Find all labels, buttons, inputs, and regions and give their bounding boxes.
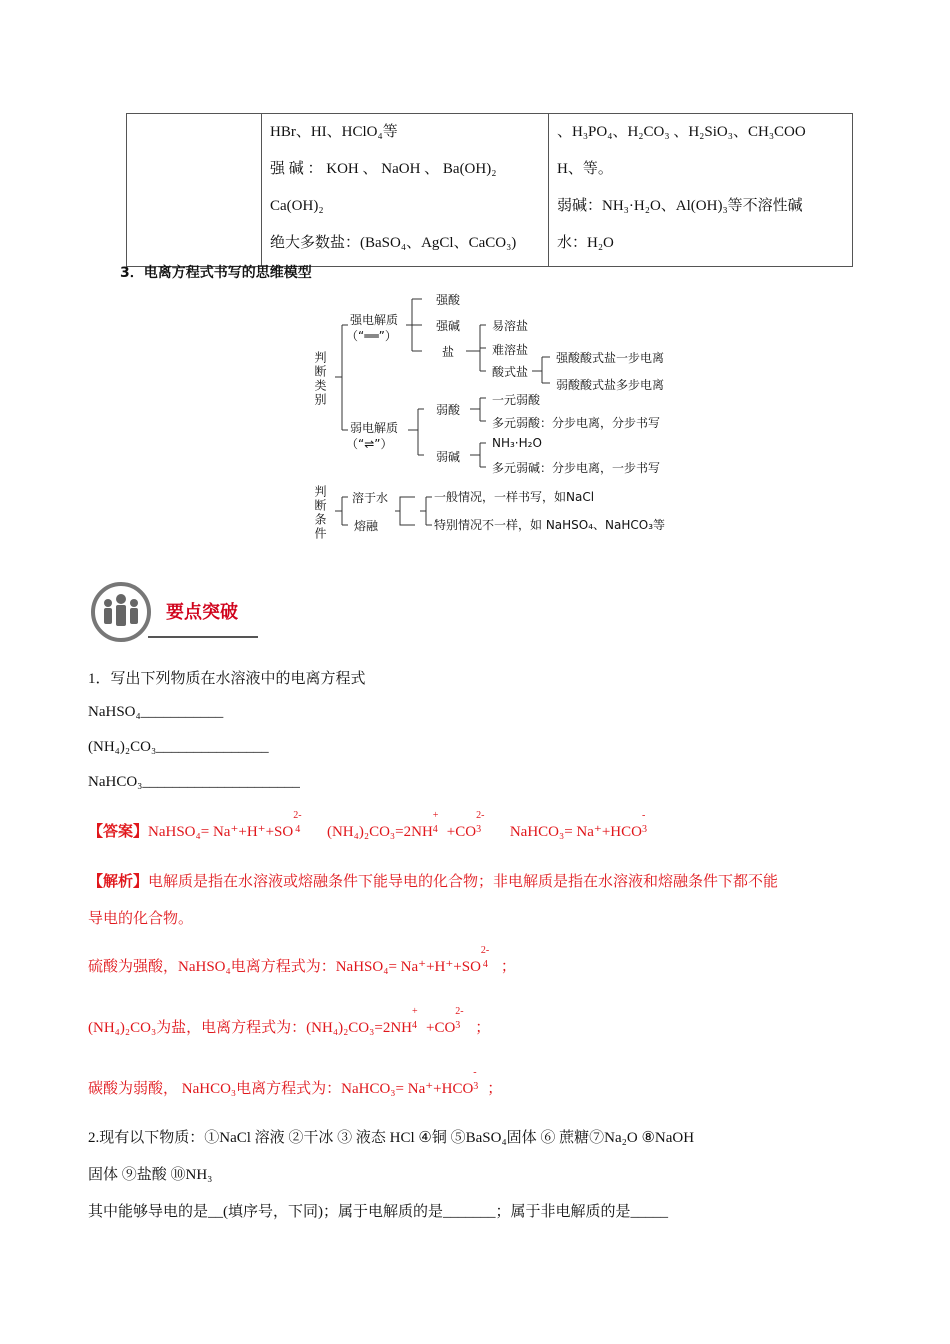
label-weak-acid-salt: 弱酸酸式盐多步电离 [556, 378, 665, 392]
analysis-text: +CO [426, 1020, 456, 1036]
label-judge-category: 判断类别 [313, 351, 327, 407]
answer-eq3: NaHCO₃= Na⁺+HCO [509, 824, 642, 840]
q2-line-3: 其中能够导电的是__(填序号，下同)；属于电解质的是_______；属于非电解质的是_____ [88, 1204, 668, 1220]
analysis-text: 碳酸为弱酸， NaHCO₃电离方程式为：NaHCO₃= Na⁺+HCO [88, 1081, 474, 1097]
q2-line-1: 2.现有以下物质：①NaCl 溶液 ②干冰 ③ 液态 HCl ④铜 ⑤BaSO₄固体 ⑥ 蔗糖⑦Na₂O ⑧NaOH [88, 1130, 695, 1146]
q1-line-nahco3: NaHCO₃_____________________ [88, 774, 300, 790]
label-strong-acid: 强酸 [436, 293, 461, 307]
label-strong-base: 强碱 [436, 319, 461, 333]
table-line: 、H₃PO₄、H₂CO₃ 、H₂SiO₃、CH₃COO [557, 124, 806, 140]
section-heading: 3．电离方程式书写的思维模型 [120, 265, 312, 281]
analysis-line-4 [88, 1006, 491, 1037]
label-strong-acid-salt: 强酸酸式盐一步电离 [556, 351, 665, 365]
answer-eq2b: +CO [446, 824, 477, 840]
analysis-tag: 【解析】 [88, 874, 149, 890]
q1-prompt: 1．写出下列物质在水溶液中的电离方程式 [88, 671, 366, 687]
table-cell-weak [549, 114, 853, 267]
table-cell-strong [262, 114, 549, 267]
label-general-case: 一般情况，一样书写，如NaCl [434, 490, 595, 504]
label-special-case: 特别情况不一样，如 NaHSO₄、NaHCO₃等 [434, 518, 666, 532]
label-melt: 熔融 [354, 519, 379, 533]
ion-charge: - 3 [641, 810, 647, 835]
analysis-line-1 [88, 870, 778, 891]
analysis-text: (NH₄)₂CO₃为盐，电离方程式为：(NH₄)₂CO₃=2NH [88, 1020, 412, 1036]
table-line: 强 碱 ： KOH 、 NaOH 、 Ba(OH)₂ [270, 161, 497, 177]
analysis-text: 电解质是指在水溶液或熔融条件下能导电的化合物；非电解质是指在水溶液和熔融条件下都不能 [148, 874, 779, 890]
label-weak-base: 弱碱 [436, 450, 461, 464]
ion-charge: 2- 4 [480, 945, 490, 970]
ion-charge: + 4 [432, 810, 439, 835]
electrolyte-table [126, 113, 853, 267]
table-line: H、等。 [557, 161, 613, 177]
analysis-line-3 [88, 945, 516, 976]
table-cell-empty [127, 114, 262, 267]
label-weak-electrolyte: 弱电解质 [350, 421, 399, 435]
label-judge-condition: 判断条件 [313, 485, 327, 541]
q1-line-nh42co3: (NH₄)₂CO₃_______________ [88, 739, 269, 755]
answer-eq1: NaHSO₄= Na⁺+H⁺+SO [148, 824, 294, 840]
ion-charge: 2- 3 [476, 810, 485, 835]
label-salt: 盐 [442, 345, 455, 359]
table-line: 绝大多数盐：(BaSO₄、AgCl、CaCO₃) [270, 235, 517, 251]
label-dissolve: 溶于水 [352, 491, 389, 505]
answer-eq2: (NH₄)₂CO₃=2NH [326, 824, 433, 840]
ion-charge: - 3 [473, 1067, 479, 1092]
label-poly-weak-acid: 多元弱酸：分步电离，分步书写 [492, 416, 661, 430]
table-line: HBr、HI、HClO₄等 [270, 124, 398, 140]
label-strong-sign: （“══”） [346, 329, 397, 343]
label-strong-electrolyte: 强电解质 [350, 313, 399, 327]
q1-line-nahso4: NaHSO₄___________ [88, 704, 224, 720]
ion-charge: 2- 4 [293, 810, 302, 835]
key-points-title: 要点突破 [166, 602, 238, 623]
label-insoluble-salt: 难溶盐 [492, 343, 529, 357]
table-line: Ca(OH)₂ [270, 198, 324, 214]
label-nh3h2o: NH₃·H₂O [492, 436, 542, 450]
analysis-semicolon: ； [500, 959, 516, 975]
table-line: 弱碱：NH₃·H₂O、Al(OH)₃等不溶性碱 [557, 198, 803, 214]
label-poly-weak-base: 多元弱碱：分步电离，一步书写 [492, 461, 661, 475]
analysis-text: 硫酸为强酸，NaHSO₄电离方程式为：NaHSO₄= Na⁺+H⁺+SO [88, 959, 481, 975]
answer-tag: 【答案】 [88, 824, 149, 840]
label-mono-weak-acid: 一元弱酸 [492, 393, 541, 407]
label-weak-acid: 弱酸 [436, 403, 461, 417]
answer-line [88, 810, 656, 841]
analysis-semicolon: ； [475, 1020, 491, 1036]
table-line: 水：H₂O [557, 235, 614, 251]
label-weak-sign: （“⇌”） [346, 437, 393, 451]
analysis-line-2: 导电的化合物。 [88, 911, 194, 927]
label-soluble-salt: 易溶盐 [492, 319, 529, 333]
analysis-line-5 [88, 1067, 503, 1098]
label-acid-salt: 酸式盐 [492, 365, 529, 379]
analysis-semicolon: ； [487, 1081, 503, 1097]
ion-charge: 2- 3 [455, 1006, 464, 1031]
q2-line-2: 固体 ⑨盐酸 ⑩NH₃ [88, 1167, 213, 1183]
ionization-mind-map [300, 285, 700, 545]
ion-charge: + 4 [412, 1006, 418, 1031]
